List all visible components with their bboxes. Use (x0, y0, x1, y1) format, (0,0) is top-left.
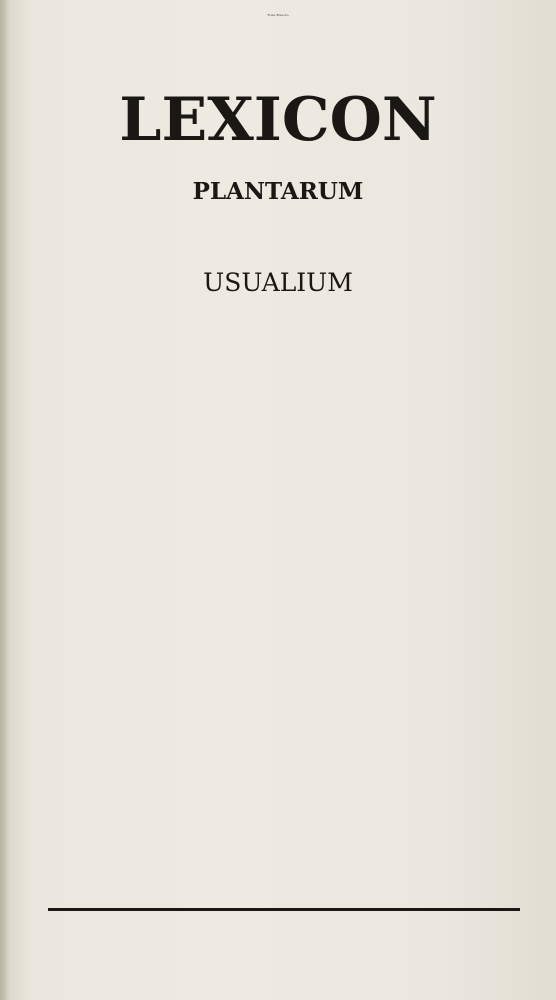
binding-shadow (0, 0, 10, 1000)
subtitle-plantarum: PLANTARUM (192, 178, 364, 205)
imprint-rule (48, 908, 520, 911)
usualium-line: USUALIUM (203, 268, 353, 297)
main-title: LEXICON (119, 85, 437, 155)
running-title: Flora Francica (267, 13, 289, 17)
